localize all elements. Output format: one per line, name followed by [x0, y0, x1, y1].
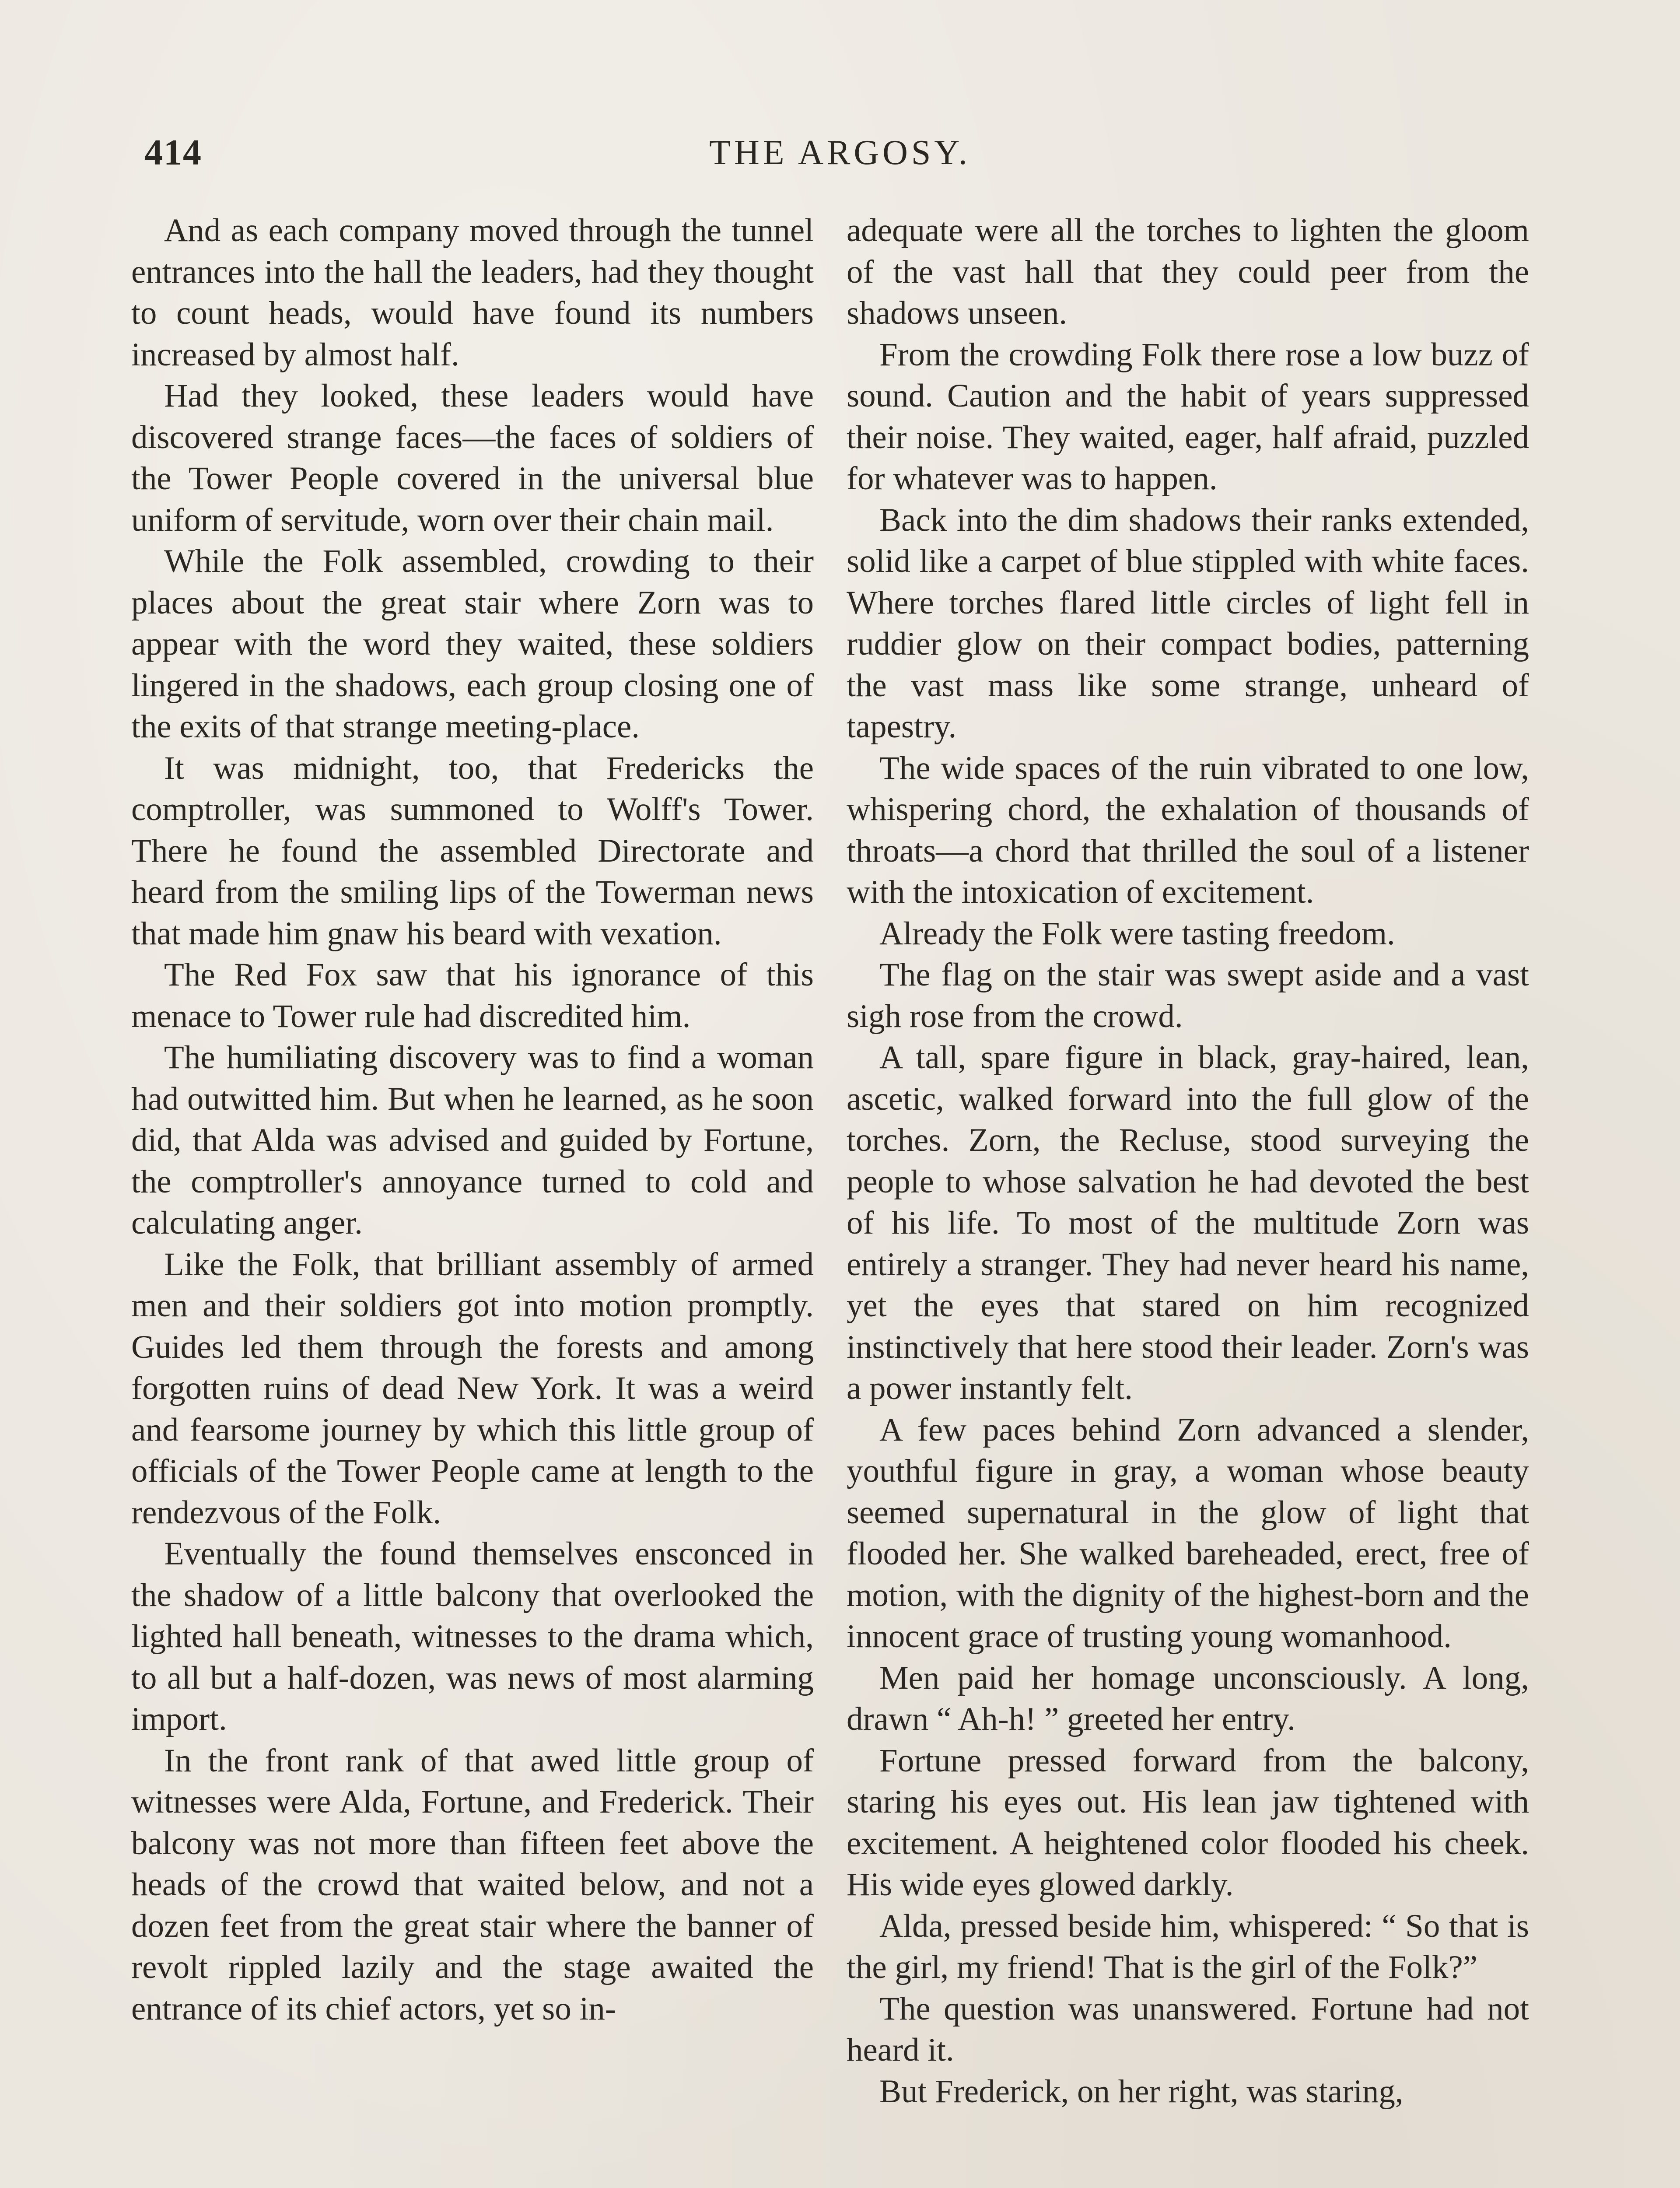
paragraph: Had they looked, these leaders would have discovered strange faces—the faces of soldiers of the Tower People covered in the universal blue uniform of servitude, worn over their chain mail. — [131, 378, 814, 538]
paragraph: Fortune pressed forward from the balcony, staring his eyes out. His lean jaw tightened with excitement. A heightened color flooded his cheek. His wide eyes glowed darkly. — [847, 1742, 1529, 1903]
paragraph: The Red Fox saw that his ignorance of this menace to Tower rule had discredited him. — [131, 957, 814, 1034]
paragraph: Already the Folk were tasting freedom. — [879, 915, 1395, 952]
page-number: 414 — [144, 132, 202, 173]
paragraph: Eventually the found themselves ensconced in the shadow of a little balcony that overlooked the lighted hall beneath, witnesses to the drama which, to all but a half-dozen, was news of most alarming import. — [131, 1536, 814, 1737]
paragraph: And as each company moved through the tunnel entrances into the hall the leaders, had they thought to count heads, would have found its numbers increased by almost half. — [131, 212, 814, 373]
paragraph: From the crowding Folk there rose a low buzz of sound. Caution and the habit of years suppressed their noise. They waited, eager, half afraid, puzzled for whatever was to happen. — [847, 336, 1529, 497]
paragraph: But Frederick, on her right, was staring, — [879, 2073, 1404, 2110]
paragraph: In the front rank of that awed little group of witnesses were Alda, Fortune, and Frederick. Their balcony was not more than fifteen feet above the heads of the crowd that waited below, and not a dozen feet from the great stair where the banner of revolt rippled lazily and the stage awaited the entrance of its chief actors, yet so in- — [131, 1742, 814, 2027]
paragraph: A few paces behind Zorn advanced a slender, youthful figure in gray, a woman whose beauty seemed supernatural in the glow of light that flooded her. She walked bareheaded, erect, free of motion, with the dignity of the highest-born and the innocent grace of trusting young womanhood. — [847, 1411, 1529, 1655]
paragraph: Men paid her homage unconsciously. A long, drawn “ Ah-h! ” greeted her entry. — [847, 1659, 1529, 1737]
page-header — [144, 131, 1536, 184]
running-head: THE ARGOSY. — [709, 133, 971, 172]
paragraph: A tall, spare figure in black, gray-haired, lean, ascetic, walked forward into the full glow of the torches. Zorn, the Recluse, stood surveying the people to whose salvation he had devoted the best of his life. To most of the multitude Zorn was entirely a stranger. They had never heard his name, yet the eyes that stared on him recognized instinctively that here stood their leader. Zorn's was a power instantly felt. — [847, 1039, 1529, 1406]
left-column — [131, 210, 814, 2030]
paragraph: Back into the dim shadows their ranks extended, solid like a carpet of blue stippled with white faces. Where torches flared little circles of light fell in ruddier glow on their compact bodies, patterning the vast mass like some strange, unheard of tapestry. — [847, 501, 1529, 745]
right-column — [847, 210, 1529, 2112]
paragraph: Like the Folk, that brilliant assembly of armed men and their soldiers got into motion promptly. Guides led them through the forests and among forgotten ruins of dead New York. It was a weird and fearsome journey by which this little group of officials of the Tower People came at length to the rendezvous of the Folk. — [131, 1246, 814, 1531]
paragraph: The wide spaces of the ruin vibrated to one low, whispering chord, the exhalation of thousands of throats—a chord that thrilled the soul of a listener with the intoxication of excitement. — [847, 750, 1529, 910]
paragraph: The humiliating discovery was to find a woman had outwitted him. But when he learned, as he soon did, that Alda was advised and guided by Fortune, the comptroller's annoyance turned to cold and calculating anger. — [131, 1039, 814, 1241]
continued-paragraph: adequate were all the torches to lighten the gloom of the vast hall that they could peer from the shadows unseen. — [847, 212, 1529, 331]
paragraph: The question was unanswered. Fortune had not heard it. — [847, 1990, 1529, 2068]
paragraph: The flag on the stair was swept aside and a vast sigh rose from the crowd. — [847, 957, 1529, 1034]
paragraph: While the Folk assembled, crowding to their places about the great stair where Zorn was to appear with the word they waited, these soldiers lingered in the shadows, each group closing one of the exits of that strange meeting-place. — [131, 543, 814, 745]
paragraph: Alda, pressed beside him, whispered: “ So that is the girl, my friend! That is the girl of the Folk?” — [847, 1907, 1529, 1985]
paragraph: It was midnight, too, that Fredericks the comptroller, was summoned to Wolff's Tower. There he found the assembled Directorate and heard from the smiling lips of the Towerman news that made him gnaw his beard with vexation. — [131, 750, 814, 952]
